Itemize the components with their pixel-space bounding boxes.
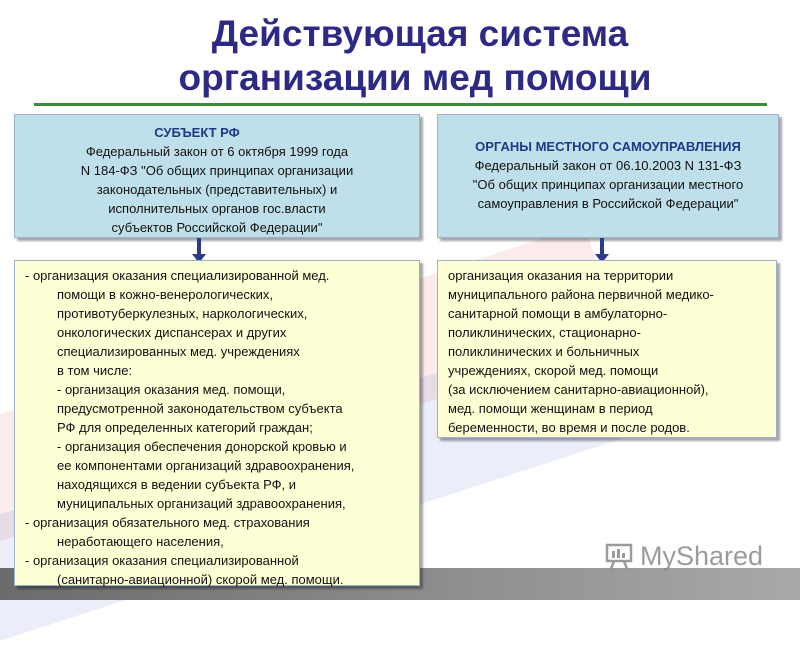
duty-line: в том числе: (57, 363, 133, 378)
law-text-line: Федеральный закон от 06.10.2003 N 131-ФЗ (474, 158, 742, 173)
slide-title (0, 12, 800, 100)
law-text-line: исполнительных органов гос.власти (108, 201, 326, 216)
duty-line: организация оказания на территории (448, 268, 674, 283)
subject-rf-heading: СУБЪЕКТ РФ (154, 125, 240, 140)
myshared-watermark (604, 536, 763, 576)
watermark-text: MyShared (640, 540, 764, 571)
title-line-2: организации мед помощи (178, 57, 652, 98)
duty-line: беременности, во время и после родов. (448, 420, 690, 435)
duty-line: учреждениях, скорой мед. помощи (448, 363, 659, 378)
duty-line: - организация оказания специализированной мед. (25, 268, 330, 283)
law-text-line: N 184-ФЗ "Об общих принципах организации (80, 163, 354, 178)
duty-line: санитарной помощи в амбулаторно- (448, 306, 668, 321)
duty-line: ее компонентами организаций здравоохранения, (57, 458, 355, 473)
duty-line: помощи в кожно-венерологических, (57, 287, 273, 302)
local-government-heading: ОРГАНЫ МЕСТНОГО САМОУПРАВЛЕНИЯ (475, 139, 741, 154)
law-text-line: "Об общих принципах организации местного (472, 177, 744, 192)
duty-line: муниципальных организаций здравоохранения, (57, 496, 346, 511)
duty-line: муниципального района первичной медико- (448, 287, 714, 302)
duty-line: - организация оказания специализированной (25, 553, 299, 568)
law-text-line: субъектов Российской Федерации" (111, 220, 323, 235)
law-text-line: законодательных (представительных) и (96, 182, 338, 197)
duty-line: (за исключением санитарно-авиационной), (448, 382, 709, 397)
local-government-duties-box (437, 260, 777, 438)
duty-line: поликлинических, стационарно- (448, 325, 641, 340)
duty-line: - организация оказания мед. помощи, (57, 382, 286, 397)
duty-line: неработающего населения, (57, 534, 224, 549)
duty-line: РФ для определенных категорий граждан; (57, 420, 313, 435)
title-line-1: Действующая система (211, 13, 629, 54)
duty-line: находящихся в ведении субъекта РФ, и (57, 477, 297, 492)
duty-line: (санитарно-авиационной) скорой мед. помощи. (57, 572, 344, 587)
duty-line: противотуберкулезных, наркологических, (57, 306, 308, 321)
duty-line: предусмотренной законодательством субъекта (57, 401, 343, 416)
presentation-board-icon (604, 541, 634, 571)
duty-line: специализированных мед. учреждениях (57, 344, 300, 359)
subject-rf-box (14, 114, 420, 238)
subject-rf-duties-box (14, 260, 420, 586)
duty-line: мед. помощи женщинам в период (448, 401, 653, 416)
title-divider (34, 103, 767, 106)
duty-line: - организация обязательного мед. страхования (25, 515, 310, 530)
duty-line: поликлинических и больничных (448, 344, 640, 359)
duty-line: онкологических диспансерах и других (57, 325, 287, 340)
law-text-line: самоуправления в Российской Федерации" (477, 196, 739, 211)
duty-line: - организация обеспечения донорской кровью и (57, 439, 347, 454)
local-government-box (437, 114, 779, 238)
law-text-line: Федеральный закон от 6 октября 1999 года (85, 144, 349, 159)
